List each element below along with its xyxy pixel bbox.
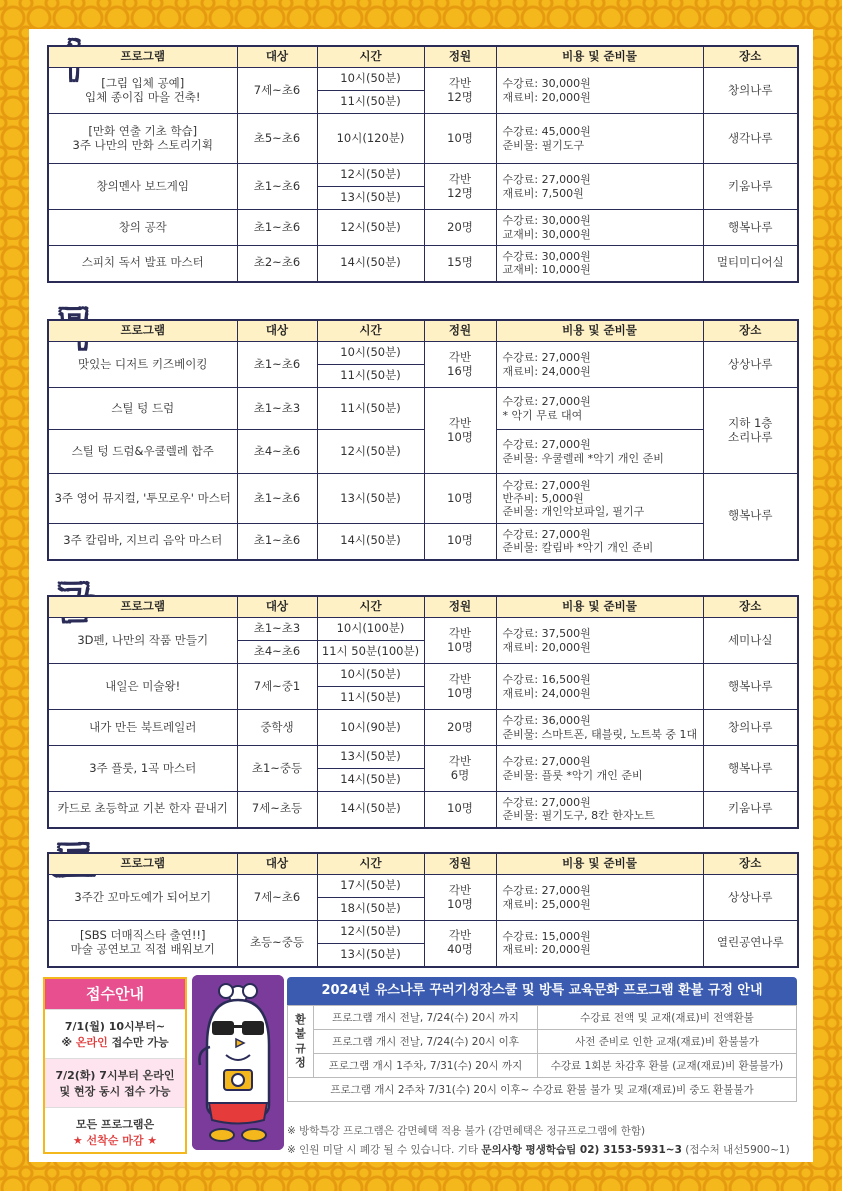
program-name: 내가 만든 북트레일러 [48,710,237,746]
program-capacity: 각반 12명 [424,164,496,210]
header-program: 프로그램 [48,853,237,875]
table-row [48,68,798,91]
header-time: 시간 [317,46,424,68]
registration-title: 접수안내 [45,979,185,1009]
program-time: 17시(50분) [317,875,424,898]
program-name: 스피치 독서 발표 마스터 [48,246,237,282]
registration-date-1: 7/1(월) 10시부터~ [64,1020,166,1033]
program-capacity: 각반 12명 [424,68,496,114]
program-time: 12시(50분) [317,164,424,187]
program-name: 3주 영어 뮤지컬, '투모로우' 마스터 [48,474,237,524]
program-target: 초1~초6 [237,210,317,246]
header-target: 대상 [237,46,317,68]
program-place: 창의나루 [703,68,798,114]
table-header [48,596,798,618]
program-place: 행복나루 [703,746,798,792]
refund-result: 사전 준비로 인한 교재(재료)비 환불불가 [538,1030,797,1054]
registration-first-come [45,1107,185,1156]
header-capacity: 정원 [424,320,496,342]
program-cost: 수강료: 27,000원 재료비: 7,500원 [496,164,703,210]
program-time: 10시(100분) [317,618,424,641]
program-cost: 수강료: 27,000원 재료비: 25,000원 [496,875,703,921]
program-time: 11시(50분) [317,365,424,388]
header-place: 장소 [703,853,798,875]
program-cost: 수강료: 30,000원 교재비: 30,000원 [496,210,703,246]
program-time: 10시(50분) [317,68,424,91]
program-place: 생각나루 [703,114,798,164]
header-capacity: 정원 [424,596,496,618]
program-place: 멀티미디어실 [703,246,798,282]
program-time: 13시(50분) [317,944,424,967]
program-time: 10시(120분) [317,114,424,164]
table-row [48,921,798,944]
refund-result: 수강료 1회분 차감후 환불 (교재(재료)비 환불불가) [538,1054,797,1078]
schedule-saturday [47,852,797,968]
program-place: 행복나루 [703,210,798,246]
program-cost: 수강료: 27,000원 준비물: 플룻 *악기 개인 준비 [496,746,703,792]
program-target: 7세~초6 [237,875,317,921]
program-time: 11시(50분) [317,91,424,114]
program-place: 지하 1층 소리나루 [703,388,798,474]
program-target: 초1~초6 [237,474,317,524]
program-target: 초1~초6 [237,342,317,388]
header-target: 대상 [237,320,317,342]
table-row [48,875,798,898]
program-capacity: 15명 [424,246,496,282]
refund-condition: 프로그램 개시 전날, 7/24(수) 20시 까지 [314,1006,538,1030]
registration-online-only: ※ 온라인 접수만 가능 [61,1036,169,1049]
table-header [48,46,798,68]
refund-result: 수강료 전액 및 교재(재료)비 전액환불 [538,1006,797,1030]
program-time: 10시(50분) [317,342,424,365]
table-row [48,524,798,560]
program-time: 14시(50분) [317,246,424,282]
program-name: 내일은 미술왕! [48,664,237,710]
program-time: 13시(50분) [317,746,424,769]
program-time: 12시(50분) [317,210,424,246]
mascot-illustration [192,975,284,1150]
table-row [48,618,798,641]
program-name: 스틸 텅 드럼&우쿨렐레 합주 [48,430,237,474]
header-program: 프로그램 [48,320,237,342]
program-name: 3주 플룻, 1곡 마스터 [48,746,237,792]
table-row [48,114,798,164]
program-capacity: 10명 [424,114,496,164]
page [29,29,813,1162]
program-name: [SBS 더매직스타 출연!!] 마술 공연보고 직접 배워보기 [48,921,237,967]
header-capacity: 정원 [424,853,496,875]
program-capacity: 각반 16명 [424,342,496,388]
program-cost: 수강료: 30,000원 교재비: 10,000원 [496,246,703,282]
header-program: 프로그램 [48,596,237,618]
program-cost: 수강료: 15,000원 재료비: 20,000원 [496,921,703,967]
program-target: 초2~초6 [237,246,317,282]
header-target: 대상 [237,853,317,875]
refund-label: 환 불 규 정 [288,1006,314,1078]
program-name: 3주 칼림바, 지브리 음악 마스터 [48,524,237,560]
program-target: 7세~초등 [237,792,317,828]
program-time: 18시(50분) [317,898,424,921]
program-place: 키움나루 [703,792,798,828]
header-place: 장소 [703,596,798,618]
program-name: 카드로 초등학교 기본 한자 끝내기 [48,792,237,828]
program-name: 3D펜, 나만의 작품 만들기 [48,618,237,664]
schedule-wednesday [47,45,797,283]
refund-condition: 프로그램 개시 1주차, 7/31(수) 20시 까지 [314,1054,538,1078]
note-discount: ※ 방학특강 프로그램은 감면혜택 적용 불가 (감면혜택은 정규프로그램에 한함) [287,1125,646,1137]
program-cost: 수강료: 27,000원 준비물: 우쿨렐레 *악기 개인 준비 [496,430,703,474]
program-target: 7세~초6 [237,68,317,114]
program-target: 초4~초6 [237,641,317,664]
header-cost: 비용 및 준비물 [496,853,703,875]
program-name: 3주간 꼬마도예가 되어보기 [48,875,237,921]
program-capacity: 10명 [424,792,496,828]
refund-row [288,1006,797,1030]
refund-last: 프로그램 개시 2주차 7/31(수) 20시 이후~ 수강료 환불 불가 및 교재(재료)비 중도 환불불가 [288,1078,797,1102]
program-cost: 수강료: 27,000원 준비물: 필기도구, 8칸 한자노트 [496,792,703,828]
program-name: 창의멘사 보드게임 [48,164,237,210]
header-cost: 비용 및 준비물 [496,46,703,68]
program-time: 14시(50분) [317,524,424,560]
schedule-thursday [47,319,797,561]
program-cost: 수강료: 16,500원 재료비: 24,000원 [496,664,703,710]
table-row [48,430,798,474]
program-name: [만화 연출 기초 학습] 3주 나만의 만화 스토리기획 [48,114,237,164]
program-capacity: 20명 [424,210,496,246]
program-capacity: 각반 10명 [424,618,496,664]
header-time: 시간 [317,853,424,875]
table-row [48,710,798,746]
table-row [48,246,798,282]
program-name: [그림 입체 공예] 입체 종이집 마을 건축! [48,68,237,114]
schedule-friday [47,595,797,829]
program-cost: 수강료: 27,000원 * 악기 무료 대여 [496,388,703,430]
program-place: 상상나루 [703,875,798,921]
program-cost: 수강료: 36,000원 준비물: 스마트폰, 태블릿, 노트북 중 1대 [496,710,703,746]
registration-onsite [45,1058,185,1107]
registration-all-programs: 모든 프로그램은 [75,1118,155,1131]
program-place: 행복나루 [703,474,798,560]
table-row [48,342,798,365]
program-time: 11시(50분) [317,388,424,430]
program-capacity: 각반 10명 [424,875,496,921]
notes [287,1122,807,1160]
program-time: 10시(50분) [317,664,424,687]
program-cost: 수강료: 27,000원 재료비: 24,000원 [496,342,703,388]
program-target: 7세~중1 [237,664,317,710]
program-target: 초4~초6 [237,430,317,474]
program-place: 상상나루 [703,342,798,388]
program-target: 초1~중등 [237,746,317,792]
header-capacity: 정원 [424,46,496,68]
table-row [48,664,798,687]
registration-online [45,1009,185,1058]
header-time: 시간 [317,320,424,342]
program-time: 13시(50분) [317,187,424,210]
registration-onsite-text: 및 현장 동시 접수 가능 [59,1085,171,1098]
program-cost: 수강료: 27,000원 반주비: 5,000원 준비물: 개인악보파일, 필기구 [496,474,703,524]
program-time: 10시(90분) [317,710,424,746]
program-time: 14시(50분) [317,769,424,792]
registration-date-2: 7/2(화) 7시부터 온라인 [55,1069,175,1082]
header-cost: 비용 및 준비물 [496,596,703,618]
program-capacity: 10명 [424,524,496,560]
header-time: 시간 [317,596,424,618]
program-capacity: 20명 [424,710,496,746]
note-contact: ※ 인원 미달 시 폐강 될 수 있습니다. 기타 문의사항 평생학습팀 02) 3153-5931~3 (접수처 내선5900~1) [287,1144,790,1156]
program-place: 열린공연나루 [703,921,798,967]
program-target: 초1~초6 [237,164,317,210]
program-time: 11시(50분) [317,687,424,710]
program-time: 13시(50분) [317,474,424,524]
program-target: 중학생 [237,710,317,746]
program-target: 초1~초3 [237,388,317,430]
program-place: 행복나루 [703,664,798,710]
table-row [48,388,798,430]
program-cost: 수강료: 30,000원 재료비: 20,000원 [496,68,703,114]
program-target: 초1~초6 [237,524,317,560]
program-name: 맛있는 디저트 키즈베이킹 [48,342,237,388]
program-capacity: 10명 [424,474,496,524]
program-name: 창의 공작 [48,210,237,246]
refund-condition: 프로그램 개시 전날, 7/24(수) 20시 이후 [314,1030,538,1054]
program-time: 11시 50분(100분) [317,641,424,664]
table-header [48,853,798,875]
program-capacity: 각반 40명 [424,921,496,967]
refund-row [288,1030,797,1054]
program-cost: 수강료: 45,000원 준비물: 필기도구 [496,114,703,164]
table-row [48,210,798,246]
table-row [48,474,798,524]
program-time: 12시(50분) [317,430,424,474]
refund-row [288,1078,797,1102]
refund-row [288,1054,797,1078]
program-time: 12시(50분) [317,921,424,944]
table-row [48,792,798,828]
program-target: 초등~중등 [237,921,317,967]
registration-box [43,977,187,1154]
program-target: 초1~초3 [237,618,317,641]
program-place: 세미나실 [703,618,798,664]
program-capacity: 각반 6명 [424,746,496,792]
header-target: 대상 [237,596,317,618]
header-cost: 비용 및 준비물 [496,320,703,342]
header-program: 프로그램 [48,46,237,68]
program-target: 초5~초6 [237,114,317,164]
refund-title: 2024년 유스나루 꾸러기성장스쿨 및 방특 교육문화 프로그램 환불 규정 안내 [287,977,797,1005]
program-cost: 수강료: 37,500원 재료비: 20,000원 [496,618,703,664]
program-place: 창의나루 [703,710,798,746]
table-row [48,164,798,187]
registration-first-come-text: ★ 선착순 마감 ★ [72,1134,158,1147]
header-place: 장소 [703,320,798,342]
program-name: 스틸 텅 드럼 [48,388,237,430]
program-place: 키움나루 [703,164,798,210]
table-row [48,746,798,769]
program-capacity: 각반 10명 [424,388,496,474]
program-time: 14시(50분) [317,792,424,828]
table-header [48,320,798,342]
header-place: 장소 [703,46,798,68]
refund-policy [287,977,797,1102]
program-cost: 수강료: 27,000원 준비물: 칼림바 *악기 개인 준비 [496,524,703,560]
refund-table [287,1005,797,1102]
program-capacity: 각반 10명 [424,664,496,710]
